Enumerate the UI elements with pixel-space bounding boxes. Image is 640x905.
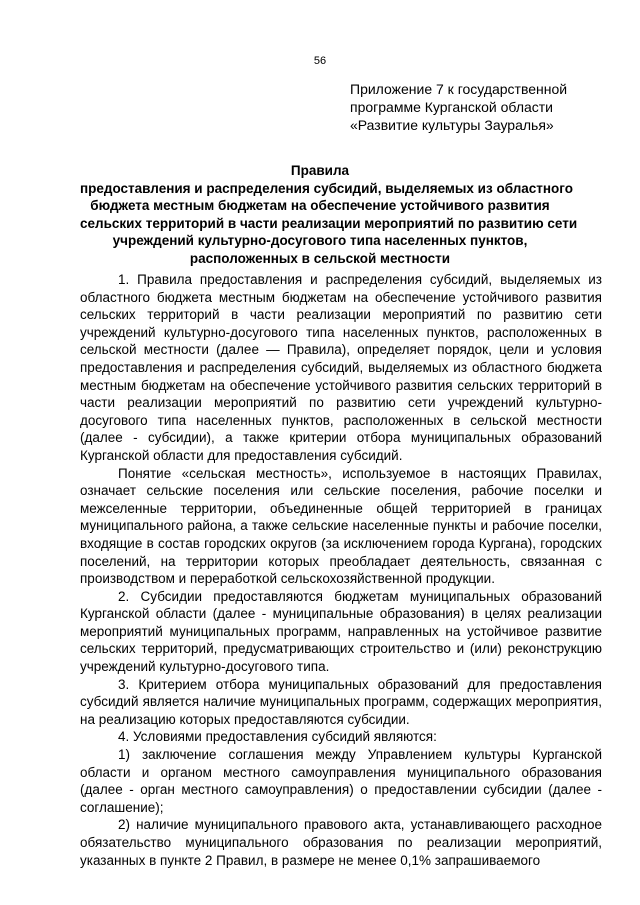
appendix-line: «Развитие культуры Зауралья» [350,117,554,133]
title-line: Правила [290,163,350,178]
appendix-line: программе Курганской области [350,99,553,115]
paragraph: 2) наличие муниципального правового акта, устанавливающего расходное обязательство муниципального образования по реализации мероприятий, указанных в пункте 2 Правил, в размере не менее 0,1% запрашиваемого [80,817,602,868]
appendix-line: Приложение 7 к государственной [350,81,568,97]
page-number: 56 [313,55,327,67]
paragraph: 1. Правила предоставления и распределения субсидий, выделяемых из областного бюджета местным бюджетам на обеспечение устойчивого развития сельских территорий в части реализации мероприятий по развитию сети учреждений культурно-досугового типа населенных пунктов, расположенных в сельской местности (далее — Правила), определяет порядок, цели и условия предоставления и распределения субсидий, выделяемых из областного бюджета местным бюджетам на обеспечение устойчивого развития сельских территорий в части реализации мероприятий по развитию сети учреждений культурно-досугового типа населенных пунктов, расположенных в сельской местности (далее - субсидии), а также критерии отбора муниципальных образований Курганской области для предоставления субсидий. [80,272,602,463]
paragraph: 2. Субсидии предоставляются бюджетам муниципальных образований Курганской области (далее - муниципальные образования) в целях реализации мероприятий муниципальных программ, направленных на устойчивое развитие сельских территорий, предусматривающих строительство и (или) реконструкцию учреждений культурно-досугового типа. [80,588,602,675]
paragraph: 4. Условиями предоставления субсидий являются: [118,729,437,745]
title-line: сельских территорий в части реализации мероприятий по развитию сети [80,215,578,231]
document-title [80,162,578,267]
paragraph: 3. Критерием отбора муниципальных образований для предоставления субсидий является наличие муниципальных программ, содержащих мероприятия, на реализацию которых предоставляются субсидии. [80,676,602,727]
title-line: бюджета местным бюджетам на обеспечение устойчивого развития [90,198,550,213]
document-body [80,271,602,869]
paragraph: 1) заключение соглашения между Управлением культуры Курганской области и органом местного самоуправления муниципального образования (далее - орган местного самоуправления) о предоставлении субсидии (далее - соглашение); [80,747,602,815]
appendix-note [350,80,590,134]
title-line: предоставления и распределения субсидий, выделяемых из областного [80,180,573,196]
title-line: учреждений культурно-досугового типа населенных пунктов, [112,233,528,248]
paragraph: Понятие «сельская местность», используемое в настоящих Правилах, означает сельские поселения или сельские поселения, рабочие поселки и межселенные территории, объединенные общей территорией в границах муниципального района, а также сельские населенные пункты и рабочие поселки, входящие в состав городских округов (за исключением города Кургана), городских поселений, на территории которых преобладает деятельность, связанная с производством и переработкой сельскохозяйственной продукции. [80,465,602,587]
title-line: расположенных в сельской местности [189,250,451,266]
